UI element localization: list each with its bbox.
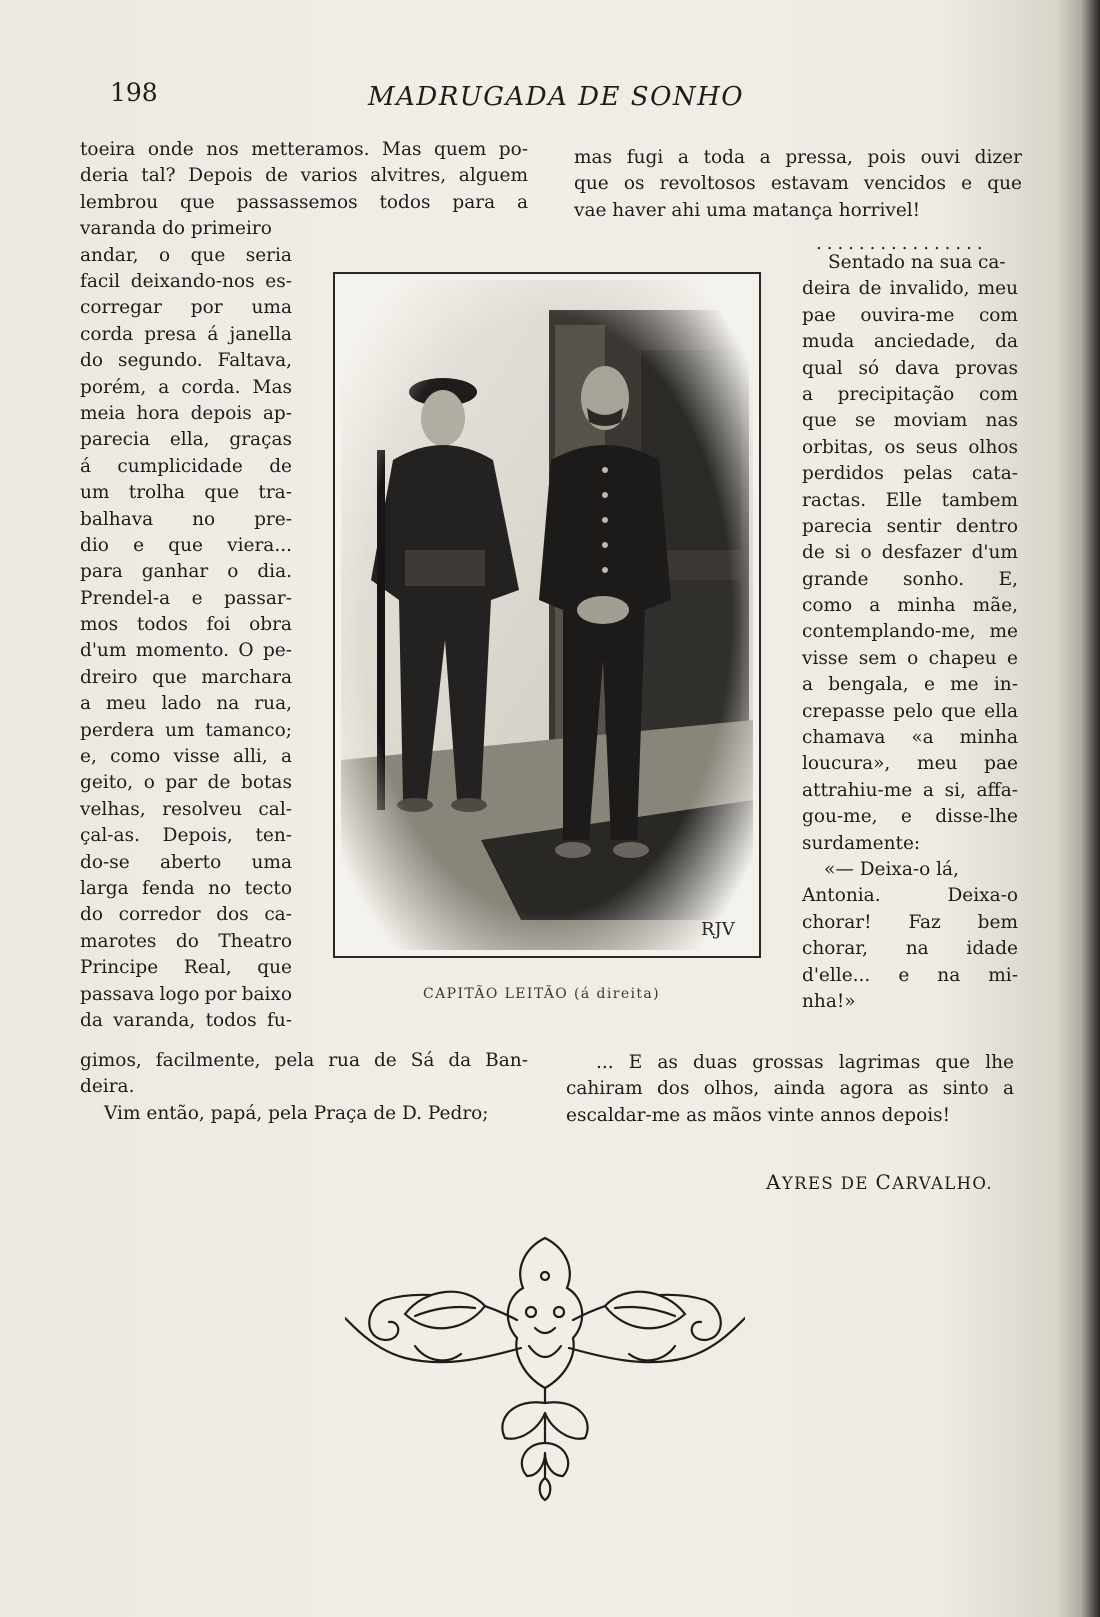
- decorative-ornament-icon: [345, 1228, 745, 1503]
- text-line: para ganhar o dia.: [80, 561, 292, 583]
- text-line: perdera um tamanco;: [80, 719, 292, 741]
- left-column-bottom: [80, 1048, 528, 1127]
- text-line: do segundo. Faltava,: [80, 350, 292, 372]
- left-column-top: [80, 137, 528, 243]
- text-line: loucura», meu pae: [802, 753, 1018, 775]
- text-line: porém, a corda. Mas: [80, 376, 292, 398]
- text-line: chamava «a minha: [802, 727, 1018, 749]
- text-line: dio e que viera...: [80, 534, 292, 556]
- text-line: d'elle... e na mi-: [802, 964, 1018, 986]
- text-line: chorar, na idade: [802, 938, 1018, 960]
- text-line: parecia sentir dentro: [802, 515, 1018, 537]
- text-line: parecia ella, graças: [80, 429, 292, 451]
- sig-initial-a: A: [766, 1170, 782, 1194]
- text-line: que os revoltosos estavam vencidos e que: [574, 173, 1022, 195]
- text-line: do corredor dos ca-: [80, 904, 292, 926]
- author-signature: [766, 1170, 993, 1194]
- text-line: Sentado na sua ca-: [828, 252, 1006, 273]
- text-line: dreiro que marchara: [80, 666, 292, 688]
- text-line: gou-me, e disse-lhe: [802, 806, 1018, 828]
- sig-de: DE: [840, 1174, 869, 1193]
- text-line: d'um momento. O pe-: [80, 640, 292, 662]
- text-line: larga fenda no tecto: [80, 877, 292, 899]
- text-line: a bengala, e me in-: [802, 674, 1018, 696]
- text-line: deria tal? Depois de varios alvitres, alguem: [80, 165, 528, 187]
- text-line: meia hora depois ap-: [80, 402, 292, 424]
- text-line: grande sonho. E,: [802, 568, 1018, 590]
- left-column-narrow: [80, 243, 292, 1035]
- text-line: lembrou que passassemos todos para a: [80, 191, 528, 213]
- text-line: çal-as. Depois, ten-: [80, 825, 292, 847]
- sig-first-rest: YRES: [781, 1174, 835, 1193]
- text-line: a precipitação com: [802, 383, 1018, 405]
- text-line: Antonia. Deixa-o: [802, 885, 1018, 907]
- text-line: um trolha que tra-: [80, 482, 292, 504]
- text-line: escaldar-me as mãos vinte annos depois!: [566, 1104, 951, 1126]
- text-line: ractas. Elle tambem: [802, 489, 1018, 511]
- text-line: balhava no pre-: [80, 508, 292, 530]
- text-line: deira de invalido, meu: [802, 278, 1018, 300]
- text-line: orbitas, os seus olhos: [802, 436, 1018, 458]
- text-line: marotes do Theatro: [80, 930, 292, 952]
- photo-monogram: RJV: [701, 919, 735, 940]
- text-line: visse sem o chapeu e: [802, 647, 1018, 669]
- text-line: chorar! Faz bem: [802, 911, 1018, 933]
- text-line: mas fugi a toda a pressa, pois ouvi dizer: [574, 147, 1022, 168]
- book-binding-shadow: [1082, 0, 1100, 1617]
- right-column-top: [574, 145, 1022, 224]
- text-line: Vim então, papá, pela Praça de D. Pedro;: [104, 1102, 489, 1124]
- page-title: MADRUGADA DE SONHO: [368, 82, 745, 112]
- text-line: Principe Real, que: [80, 957, 292, 979]
- text-line: attrahiu-me a si, affa-: [802, 779, 1018, 801]
- photograph: [341, 280, 753, 950]
- text-line: andar, o que seria: [80, 244, 292, 266]
- text-line: gimos, facilmente, pela rua de Sá da Ban-: [80, 1050, 528, 1071]
- text-line: surdamente:: [802, 832, 921, 854]
- text-line: de si o desfazer d'um: [802, 542, 1018, 564]
- right-column-bottom: [566, 1050, 1014, 1129]
- text-line: ... E as duas grossas lagrimas que lhe: [596, 1052, 1014, 1073]
- right-column-narrow: [802, 250, 1018, 1015]
- text-line: do-se aberto uma: [80, 851, 292, 873]
- text-line: corregar por uma: [80, 297, 292, 319]
- text-line: toeira onde nos metteramos. Mas quem po-: [80, 139, 528, 160]
- text-line: geito, o par de botas: [80, 772, 292, 794]
- figure-caption: CAPITÃO LEITÃO (á direita): [423, 986, 661, 1002]
- text-line: perdidos pelas cata-: [802, 463, 1018, 485]
- text-line: velhas, resolveu cal-: [80, 798, 292, 820]
- photograph-figure: [333, 272, 761, 958]
- text-line: «— Deixa-o lá,: [824, 858, 959, 880]
- text-line: nha!»: [802, 990, 856, 1012]
- sig-initial-c: C: [875, 1170, 893, 1194]
- text-line: varanda do primeiro: [80, 218, 272, 240]
- text-line: contemplando-me, me: [802, 621, 1018, 643]
- text-line: e, como visse alli, a: [80, 746, 292, 768]
- text-line: deira.: [80, 1076, 135, 1098]
- text-line: da varanda, todos fu-: [80, 1009, 292, 1031]
- text-line: muda anciedade, da: [802, 331, 1018, 353]
- sig-last-rest: ARVALHO.: [892, 1174, 994, 1193]
- text-line: cahiram dos olhos, ainda agora as sinto a: [566, 1078, 1014, 1100]
- text-line: á cumplicidade de: [80, 455, 292, 477]
- text-line: pae ouvira-me com: [802, 304, 1018, 326]
- text-line: mos todos foi obra: [80, 614, 292, 636]
- text-line: corda presa á janella: [80, 323, 292, 345]
- text-line: facil deixando-nos es-: [80, 270, 292, 292]
- text-line: crepasse pelo que ella: [802, 700, 1018, 722]
- text-line: a meu lado na rua,: [80, 693, 292, 715]
- text-line: como a minha mãe,: [802, 595, 1018, 617]
- section-dots: ................: [816, 233, 988, 254]
- text-line: que se moviam nas: [802, 410, 1018, 432]
- text-line: vae haver ahi uma matança horrivel!: [574, 199, 921, 221]
- text-line: Prendel-a e passar-: [80, 587, 292, 609]
- page-number: 198: [110, 78, 158, 107]
- text-line: qual só dava provas: [802, 357, 1018, 379]
- text-line: passava logo por baixo: [80, 983, 292, 1005]
